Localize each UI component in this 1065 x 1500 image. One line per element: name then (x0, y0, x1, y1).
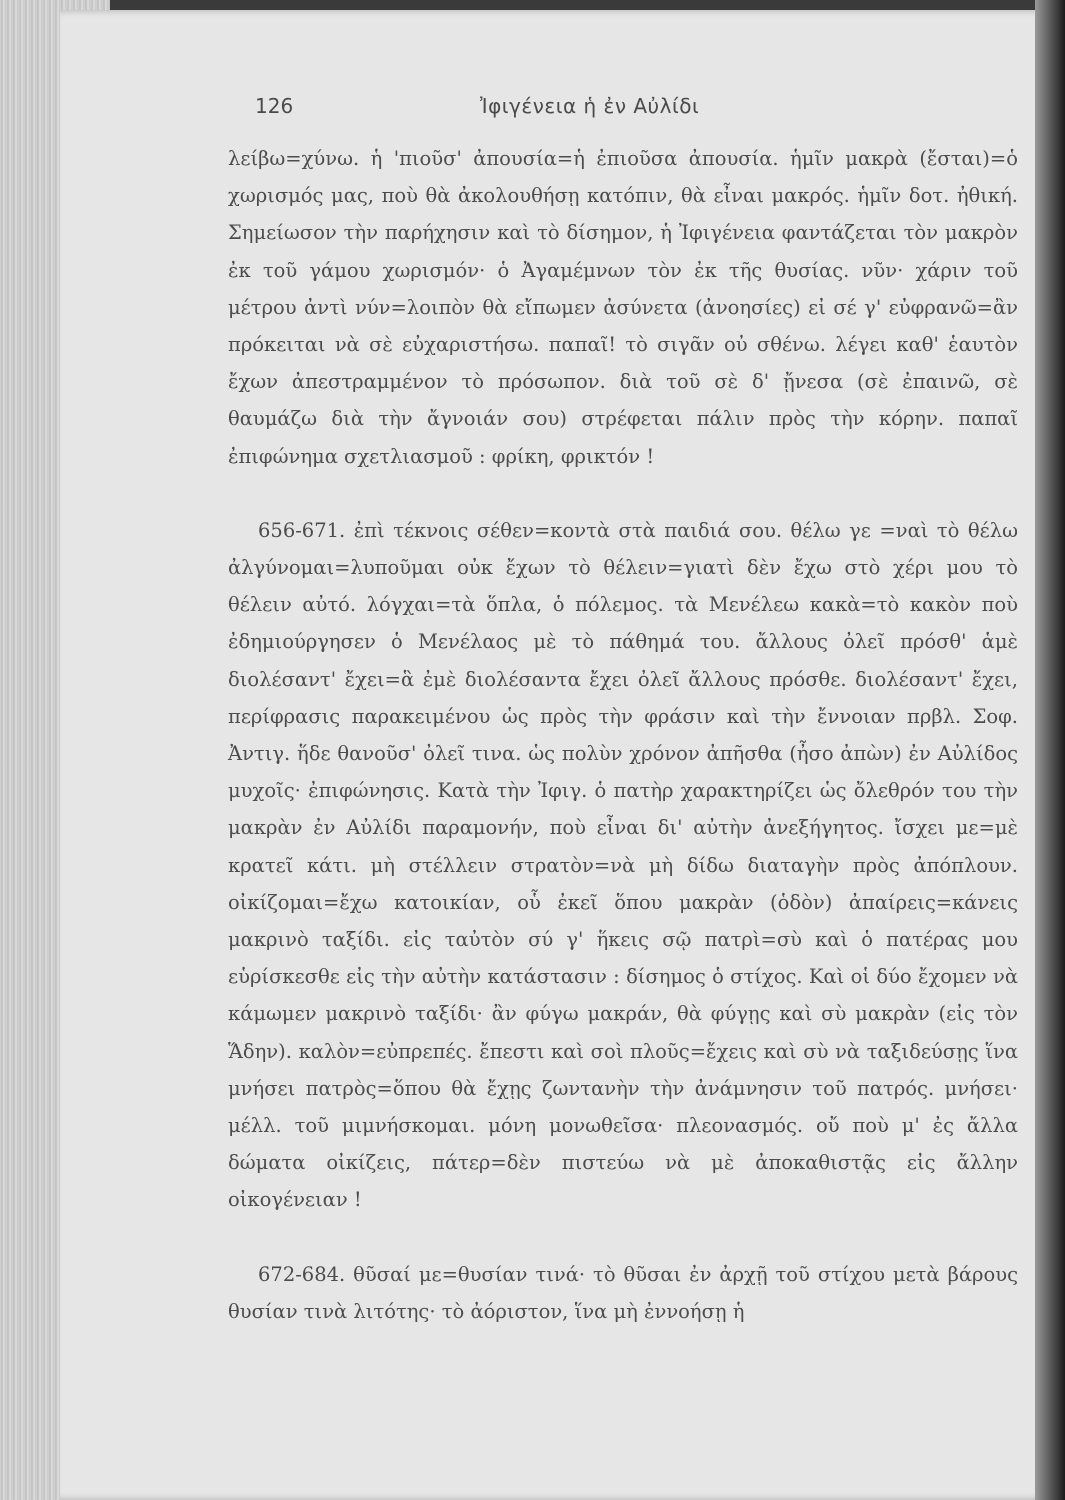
paragraph-1: λείβω=χύνω. ἡ 'πιοῦσ' ἀπουσία=ἡ ἐπιοῦσα ἀπουσία. ἡμῖν μακρὰ (ἔσται)=ὁ χωρισμός μας, ποὺ θὰ ἀκολουθήσῃ κατόπιν, θὰ εἶναι μακρός. ἡμῖν δοτ. ἠθική. Σημείωσον τὴν παρήχησιν καὶ τὸ δίσημον, ἡ Ἰφιγένεια φαντάζεται τὸν μακρὸν ἐκ τοῦ γάμου χωρισμόν· ὁ Ἀγαμέμνων τὸν ἐκ τῆς θυσίας. νῦν· χάριν τοῦ μέτρου ἀντὶ νύν=λοιπὸν θὰ εἴπωμεν ἀσύνετα (ἀνοησίες) εἰ σέ γ' εὐφρανῶ=ἂν πρόκειται νὰ σὲ εὐχαριστήσω. παπαῖ! τὸ σιγᾶν οὐ σθένω. λέγει καθ' ἑαυτὸν ἔχων ἀπεστραμμένον τὸ πρόσωπον. διὰ τοῦ σὲ δ' ᾔνεσα (σὲ ἐπαινῶ, σὲ θαυμάζω διὰ τὴν ἄγνοιάν σου) στρέφεται πάλιν πρὸς τὴν κόρην. παπαῖ ἐπιφώνημα σχετλιασμοῦ : φρίκη, φρικτόν ! (228, 147, 1018, 468)
paragraph-2: 656-671. ἐπὶ τέκνοις σέθεν=κοντὰ στὰ παιδιά σου. θέλω γε =ναὶ τὸ θέλω ἀλγύνομαι=λυποῦμαι οὐκ ἔχων τὸ θέλειν=γιατὶ δὲν ἔχω στὸ χέρι μου τὸ θέλειν αὐτό. λόγχαι=τὰ ὅπλα, ὁ πόλεμος. τὰ Μενέλεω κακὰ=τὸ κακὸν ποὺ ἐδημιούργησεν ὁ Μενέλαος μὲ τὸ πάθημά του. ἄλλους ὀλεῖ πρόσθ' ἁμὲ διολέσαντ' ἔχει=ἃ ἐμὲ διολέσαντα ἔχει ὀλεῖ ἄλλους πρόσθε. διολέσαντ' ἔχει, περίφρασις παρακειμένου ὡς πρὸς τὴν φράσιν καὶ τὴν ἔννοιαν πρβλ. Σοφ. Ἀντιγ. ἥδε θανοῦσ' ὀλεῖ τινα. ὡς πολὺν χρόνον ἀπῆσθα (ἦσο ἀπὼν) ἐν Αὐλίδος μυχοῖς· ἐπιφώνησις. Κατὰ τὴν Ἰφιγ. ὁ πατὴρ χαρακτηρίζει ὡς ὄλεθρόν του τὴν μακρὰν ἐν Αὐλίδι παραμονήν, ποὺ εἶναι δι' αὐτὴν ἀνεξήγητος. ἴσχει με=μὲ κρατεῖ κάτι. μὴ στέλλειν στρατὸν=νὰ μὴ δίδω διαταγὴν πρὸς ἀπόπλουν. οἰκίζομαι=ἔχω κατοικίαν, οὗ ἐκεῖ ὅπου μακρὰν (ὁδὸν) ἀπαίρεις=κάνεις μακρινὸ ταξίδι. εἰς ταὐτὸν σύ γ' ἥκεις σῷ πατρὶ=σὺ καὶ ὁ πατέρας μου εὑρίσκεσθε εἰς τὴν αὐτὴν κατάστασιν : δίσημος ὁ στίχος. Καὶ οἱ δύο ἔχομεν νὰ κάμωμεν μακρινὸ ταξίδι· ἂν φύγω μακράν, θὰ φύγῃς καὶ σὺ μακρὰν (εἰς τὸν Ἅδην). καλὸν=εὐπρεπές. ἔπεστι καὶ σοὶ πλοῦς=ἔχεις καὶ σὺ νὰ ταξιδεύσῃς ἵνα μνήσει πατρὸς=ὅπου θὰ ἔχῃς ζωντανὴν τὴν ἀνάμνησιν τοῦ πατρός. μνήσει· μέλλ. τοῦ μιμνήσκομαι. μόνη μονωθεῖσα· πλεονασμός. οὔ ποὺ μ' ἐς ἄλλα δώματα οἰκίζεις, πάτερ=δὲν πιστεύω νὰ μὲ ἀποκαθιστᾷς εἰς ἄλλην οἰκογένειαν ! (228, 518, 1018, 1212)
running-head (0, 90, 1065, 120)
running-title: Ἰφιγένεια ἡ ἐν Αὐλίδι (480, 94, 700, 118)
page-number: 126 (255, 94, 294, 118)
paragraph-3: 672-684. θῦσαί με=θυσίαν τινά· τὸ θῦσαι ἐν ἀρχῇ τοῦ στίχου μετὰ βάρους θυσίαν τινὰ λιτότης· τὸ ἀόριστον, ἵνα μὴ ἐννοήσῃ ἡ (228, 1262, 1018, 1323)
book-gutter (1035, 0, 1065, 1500)
commentary-body (228, 140, 1018, 1330)
